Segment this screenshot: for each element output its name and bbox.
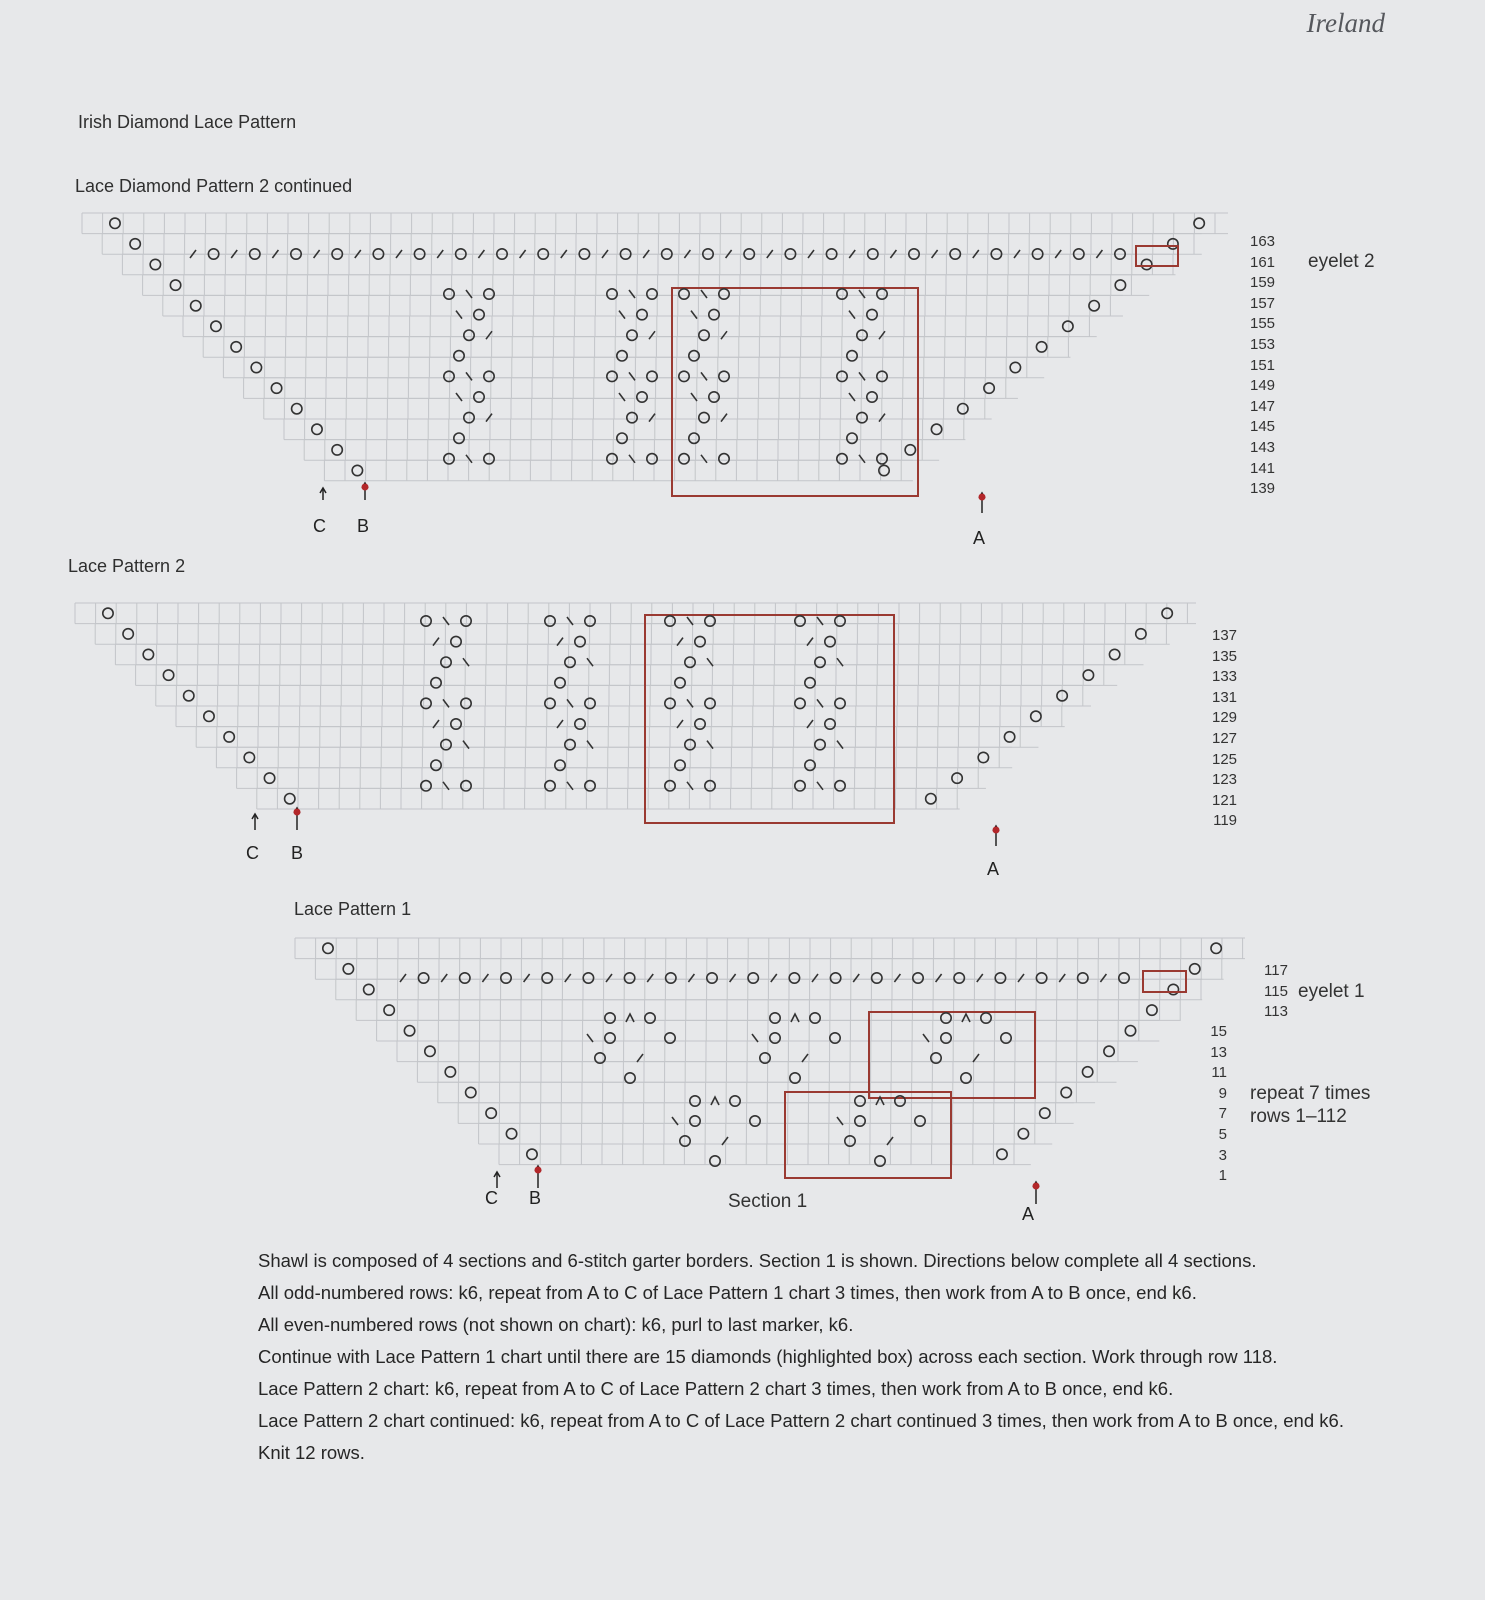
yarn-over-symbol <box>575 636 585 646</box>
ssk-symbol <box>629 290 635 298</box>
ssk-symbol <box>691 393 697 401</box>
k2tog-symbol <box>977 974 983 982</box>
marker-dot <box>979 494 986 501</box>
row-number: 139 <box>1250 480 1276 498</box>
double-decrease-symbol <box>711 1097 719 1105</box>
row-number: 131 <box>1212 688 1238 706</box>
ssk-symbol <box>619 311 625 319</box>
yarn-over-symbol <box>332 445 342 455</box>
row-number: 5 <box>1218 1125 1227 1143</box>
yarn-over-symbol <box>585 698 595 708</box>
k2tog-symbol <box>482 974 488 982</box>
row-number: 133 <box>1212 668 1238 686</box>
row-number: 3 <box>1218 1146 1227 1164</box>
k2tog-symbol <box>649 414 655 422</box>
marker-b: B <box>291 843 304 863</box>
yarn-over-symbol <box>441 657 451 667</box>
row-number: 145 <box>1250 418 1276 436</box>
marker-a: A <box>987 859 1000 879</box>
yarn-over-symbol <box>285 794 295 804</box>
k2tog-symbol <box>812 974 818 982</box>
yarn-over-symbol <box>679 454 689 464</box>
k2tog-symbol <box>400 974 406 982</box>
yarn-over-symbol <box>474 392 484 402</box>
yarn-over-symbol <box>454 351 464 361</box>
yarn-over-symbol <box>835 781 845 791</box>
yarn-over-symbol <box>607 454 617 464</box>
yarn-over-symbol <box>103 608 113 618</box>
yarn-over-symbol <box>444 371 454 381</box>
yarn-over-symbol <box>421 616 431 626</box>
row-number: 153 <box>1250 335 1276 353</box>
yarn-over-symbol <box>625 1073 635 1083</box>
ssk-symbol <box>456 311 462 319</box>
k2tog-symbol <box>1100 974 1106 982</box>
yarn-over-symbol <box>1078 973 1088 983</box>
marker-a: A <box>973 528 986 548</box>
row-number: 15 <box>1210 1023 1227 1040</box>
yarn-over-symbol <box>1125 1026 1135 1036</box>
k2tog-symbol <box>894 974 900 982</box>
yarn-over-symbol <box>170 280 180 290</box>
rows-note: rows 1–112 <box>1250 1106 1347 1127</box>
instruction-line: Knit 12 rows. <box>258 1442 365 1463</box>
yarn-over-symbol <box>1083 670 1093 680</box>
chart-heading: Lace Pattern 1 <box>294 899 412 919</box>
yarn-over-symbol <box>444 454 454 464</box>
k2tog-symbol <box>802 1054 808 1062</box>
section-label: Section 1 <box>728 1191 808 1212</box>
row-number: 137 <box>1212 627 1238 644</box>
yarn-over-symbol <box>835 616 845 626</box>
yarn-over-symbol <box>130 239 140 249</box>
yarn-over-symbol <box>1004 732 1014 742</box>
yarn-over-symbol <box>575 719 585 729</box>
yarn-over-symbol <box>705 698 715 708</box>
marker-dot <box>294 809 301 816</box>
yarn-over-symbol <box>565 739 575 749</box>
yarn-over-symbol <box>1061 1087 1071 1097</box>
yarn-over-symbol <box>501 973 511 983</box>
ssk-symbol <box>849 311 855 319</box>
yarn-over-symbol <box>954 973 964 983</box>
yarn-over-symbol <box>709 309 719 319</box>
k2tog-symbol <box>936 974 942 982</box>
yarn-over-symbol <box>997 1149 1007 1159</box>
yarn-over-symbol <box>837 454 847 464</box>
yarn-over-symbol <box>211 321 221 331</box>
yarn-over-symbol <box>837 371 847 381</box>
yarn-over-symbol <box>941 1033 951 1043</box>
yarn-over-symbol <box>707 973 717 983</box>
instruction-line: Shawl is composed of 4 sections and 6-stitch garter borders. Section 1 is shown. Directions below complete all 4 sections. <box>258 1250 1257 1271</box>
yarn-over-symbol <box>1109 649 1119 659</box>
row-number: 1 <box>1218 1167 1227 1185</box>
yarn-over-symbol <box>431 760 441 770</box>
row-number: 129 <box>1212 709 1238 727</box>
yarn-over-symbol <box>184 691 194 701</box>
yarn-over-symbol <box>352 465 362 475</box>
k2tog-symbol <box>721 414 727 422</box>
yarn-over-symbol <box>143 649 153 659</box>
yarn-over-symbol <box>605 1013 615 1023</box>
yarn-over-symbol <box>323 943 333 953</box>
yarn-over-symbol <box>624 973 634 983</box>
yarn-over-symbol <box>1040 1108 1050 1118</box>
k2tog-symbol <box>721 331 727 339</box>
yarn-over-symbol <box>1018 1129 1028 1139</box>
yarn-over-symbol <box>952 773 962 783</box>
yarn-over-symbol <box>231 342 241 352</box>
row-number: 163 <box>1250 233 1276 250</box>
ssk-symbol <box>629 372 635 380</box>
yarn-over-symbol <box>699 412 709 422</box>
yarn-over-symbol <box>384 1005 394 1015</box>
yarn-over-symbol <box>1194 218 1204 228</box>
yarn-over-symbol <box>1136 629 1146 639</box>
yarn-over-symbol <box>877 289 887 299</box>
yarn-over-symbol <box>730 1096 740 1106</box>
ssk-symbol <box>701 290 707 298</box>
yarn-over-symbol <box>815 657 825 667</box>
ssk-symbol <box>701 372 707 380</box>
yarn-over-symbol <box>637 392 647 402</box>
k2tog-symbol <box>637 1054 643 1062</box>
yarn-over-symbol <box>719 371 729 381</box>
instruction-line: All even-numbered rows (not shown on chart): k6, purl to last marker, k6. <box>258 1314 854 1335</box>
yarn-over-symbol <box>545 781 555 791</box>
yarn-over-symbol <box>978 752 988 762</box>
diamond-highlight-box <box>869 1012 1035 1098</box>
yarn-over-symbol <box>795 781 805 791</box>
yarn-over-symbol <box>486 1108 496 1118</box>
yarn-over-symbol <box>877 454 887 464</box>
k2tog-symbol <box>1018 974 1024 982</box>
yarn-over-symbol <box>461 781 471 791</box>
page-header-word: Ireland <box>1306 8 1385 38</box>
instruction-line: All odd-numbered rows: k6, repeat from A to C of Lace Pattern 1 chart 3 times, then work from A to B once, end k6. <box>258 1282 1197 1303</box>
yarn-over-symbol <box>931 424 941 434</box>
yarn-over-symbol <box>555 760 565 770</box>
yarn-over-symbol <box>905 445 915 455</box>
yarn-over-symbol <box>627 412 637 422</box>
yarn-over-symbol <box>855 1096 865 1106</box>
row-number-column <box>1264 961 1288 1023</box>
yarn-over-symbol <box>251 362 261 372</box>
yarn-over-symbol <box>645 1013 655 1023</box>
page-title: Irish Diamond Lace Pattern <box>78 112 297 132</box>
instruction-line: Lace Pattern 2 chart continued: k6, repeat from A to C of Lace Pattern 2 chart continued 3 times, then work from A to B once, end k6. <box>258 1410 1344 1431</box>
yarn-over-symbol <box>1211 943 1221 953</box>
yarn-over-symbol <box>454 433 464 443</box>
yarn-over-symbol <box>1089 301 1099 311</box>
yarn-over-symbol <box>847 351 857 361</box>
yarn-over-symbol <box>364 984 374 994</box>
yarn-over-symbol <box>527 1149 537 1159</box>
yarn-over-symbol <box>627 330 637 340</box>
row-number: 113 <box>1264 1003 1288 1021</box>
row-number: 117 <box>1264 962 1288 979</box>
yarn-over-symbol <box>666 973 676 983</box>
marker-dot <box>362 484 369 491</box>
eyelet-note: eyelet 1 <box>1298 981 1365 1002</box>
yarn-over-symbol <box>1036 342 1046 352</box>
yarn-over-symbol <box>958 404 968 414</box>
instruction-line: Continue with Lace Pattern 1 chart until there are 15 diamonds (highlighted box) across each section. Work through row 118. <box>258 1346 1278 1367</box>
yarn-over-symbol <box>665 781 675 791</box>
row-number: 7 <box>1218 1105 1227 1123</box>
k2tog-symbol <box>606 974 612 982</box>
yarn-over-symbol <box>790 1073 800 1083</box>
yarn-over-symbol <box>607 289 617 299</box>
yarn-over-symbol <box>847 433 857 443</box>
ssk-symbol <box>701 455 707 463</box>
yarn-over-symbol <box>805 678 815 688</box>
yarn-over-symbol <box>555 678 565 688</box>
yarn-over-symbol <box>825 719 835 729</box>
yarn-over-symbol <box>815 739 825 749</box>
yarn-over-symbol <box>617 433 627 443</box>
row-number: 115 <box>1264 982 1288 1000</box>
yarn-over-symbol <box>204 711 214 721</box>
yarn-over-symbol <box>835 698 845 708</box>
diamond-highlight-box <box>1143 971 1186 992</box>
yarn-over-symbol <box>637 309 647 319</box>
yarn-over-symbol <box>163 670 173 680</box>
yarn-over-symbol <box>1115 280 1125 290</box>
row-number: 161 <box>1250 253 1276 271</box>
yarn-over-symbol <box>244 752 254 762</box>
yarn-over-symbol <box>444 289 454 299</box>
row-number: 143 <box>1250 438 1276 456</box>
k2tog-symbol <box>1059 974 1065 982</box>
yarn-over-symbol <box>123 629 133 639</box>
yarn-over-symbol <box>441 739 451 749</box>
yarn-over-symbol <box>466 1087 476 1097</box>
row-number: 11 <box>1211 1064 1227 1082</box>
marker-b: B <box>529 1188 542 1208</box>
row-number: 159 <box>1250 274 1276 292</box>
k2tog-symbol <box>565 974 571 982</box>
yarn-over-symbol <box>1147 1005 1157 1015</box>
k2tog-symbol <box>771 974 777 982</box>
marker-dot <box>1033 1183 1040 1190</box>
marker-dot <box>535 1167 542 1174</box>
yarn-over-symbol <box>995 973 1005 983</box>
yarn-over-symbol <box>1010 362 1020 372</box>
yarn-over-symbol <box>690 1096 700 1106</box>
ssk-symbol <box>691 311 697 319</box>
yarn-over-symbol <box>795 698 805 708</box>
yarn-over-symbol <box>461 698 471 708</box>
yarn-over-symbol <box>506 1129 516 1139</box>
yarn-over-symbol <box>748 973 758 983</box>
yarn-over-symbol <box>431 678 441 688</box>
marker-c: C <box>313 516 326 536</box>
k2tog-symbol <box>688 974 694 982</box>
yarn-over-symbol <box>830 1033 840 1043</box>
k2tog-symbol <box>730 974 736 982</box>
yarn-over-symbol <box>675 760 685 770</box>
yarn-over-symbol <box>418 973 428 983</box>
yarn-over-symbol <box>583 973 593 983</box>
yarn-over-symbol <box>565 657 575 667</box>
yarn-over-symbol <box>770 1033 780 1043</box>
row-number: 141 <box>1250 459 1276 477</box>
yarn-over-symbol <box>605 1033 615 1043</box>
yarn-over-symbol <box>647 454 657 464</box>
ssk-symbol <box>456 393 462 401</box>
yarn-over-symbol <box>855 1116 865 1126</box>
k2tog-symbol <box>524 974 530 982</box>
row-number: 151 <box>1250 356 1276 374</box>
row-number: 125 <box>1212 750 1238 768</box>
yarn-over-symbol <box>421 698 431 708</box>
yarn-over-symbol <box>404 1026 414 1036</box>
yarn-over-symbol <box>689 433 699 443</box>
k2tog-symbol <box>649 331 655 339</box>
yarn-over-symbol <box>1119 973 1129 983</box>
marker-dot <box>993 827 1000 834</box>
yarn-over-symbol <box>110 218 120 228</box>
yarn-over-symbol <box>545 616 555 626</box>
k2tog-symbol <box>853 974 859 982</box>
yarn-over-symbol <box>941 1013 951 1023</box>
row-number: 127 <box>1212 729 1238 747</box>
yarn-over-symbol <box>542 973 552 983</box>
yarn-over-symbol <box>1141 259 1151 269</box>
row-number: 135 <box>1212 647 1238 665</box>
row-number-column <box>1250 232 1275 500</box>
yarn-over-symbol <box>545 698 555 708</box>
row-number: 9 <box>1218 1084 1227 1102</box>
k2tog-symbol <box>486 414 492 422</box>
yarn-over-symbol <box>1082 1067 1092 1077</box>
marker-a: A <box>1022 1204 1035 1224</box>
yarn-over-symbol <box>665 1033 675 1043</box>
yarn-over-symbol <box>685 657 695 667</box>
yarn-over-symbol <box>451 719 461 729</box>
yarn-over-symbol <box>1001 1033 1011 1043</box>
yarn-over-symbol <box>913 973 923 983</box>
yarn-over-symbol <box>961 1073 971 1083</box>
yarn-over-symbol <box>679 371 689 381</box>
row-number-column-inner <box>1205 1022 1227 1187</box>
yarn-over-symbol <box>750 1116 760 1126</box>
yarn-over-symbol <box>224 732 234 742</box>
instruction-line: Lace Pattern 2 chart: k6, repeat from A to C of Lace Pattern 2 chart 3 times, then work from A to B once, end k6. <box>258 1378 1174 1399</box>
yarn-over-symbol <box>464 330 474 340</box>
row-number: 13 <box>1210 1043 1227 1061</box>
yarn-over-symbol <box>867 392 877 402</box>
row-number: 149 <box>1250 377 1276 395</box>
yarn-over-symbol <box>830 973 840 983</box>
chart-heading: Lace Diamond Pattern 2 continued <box>75 176 353 196</box>
ssk-symbol <box>466 290 472 298</box>
marker-b: B <box>357 516 370 536</box>
marker-c: C <box>246 843 259 863</box>
yarn-over-symbol <box>445 1067 455 1077</box>
yarn-over-symbol <box>770 1013 780 1023</box>
k2tog-symbol <box>441 974 447 982</box>
ssk-symbol <box>849 393 855 401</box>
yarn-over-symbol <box>665 616 675 626</box>
yarn-over-symbol <box>695 636 705 646</box>
row-number-column <box>1212 626 1237 832</box>
k2tog-symbol <box>879 331 885 339</box>
yarn-over-symbol <box>191 301 201 311</box>
yarn-over-symbol <box>789 973 799 983</box>
yarn-over-symbol <box>451 636 461 646</box>
yarn-over-symbol <box>690 1116 700 1126</box>
yarn-over-symbol <box>647 289 657 299</box>
yarn-over-symbol <box>679 289 689 299</box>
yarn-over-symbol <box>675 678 685 688</box>
yarn-over-symbol <box>1168 984 1178 994</box>
yarn-over-symbol <box>837 289 847 299</box>
yarn-over-symbol <box>867 309 877 319</box>
yarn-over-symbol <box>484 371 494 381</box>
yarn-over-symbol <box>1063 321 1073 331</box>
yarn-over-symbol <box>981 1013 991 1023</box>
yarn-over-symbol <box>617 351 627 361</box>
yarn-over-symbol <box>292 404 302 414</box>
yarn-over-symbol <box>607 371 617 381</box>
row-number: 119 <box>1213 812 1238 830</box>
yarn-over-symbol <box>271 383 281 393</box>
yarn-over-symbol <box>474 309 484 319</box>
yarn-over-symbol <box>312 424 322 434</box>
yarn-over-symbol <box>1104 1046 1114 1056</box>
eyelet-note: eyelet 2 <box>1308 251 1375 272</box>
yarn-over-symbol <box>460 973 470 983</box>
k2tog-symbol <box>647 974 653 982</box>
row-number: 147 <box>1250 397 1276 415</box>
ssk-symbol <box>619 393 625 401</box>
yarn-over-symbol <box>1190 964 1200 974</box>
yarn-over-symbol <box>915 1116 925 1126</box>
yarn-over-symbol <box>719 289 729 299</box>
yarn-over-symbol <box>343 964 353 974</box>
yarn-over-symbol <box>425 1046 435 1056</box>
yarn-over-symbol <box>150 259 160 269</box>
yarn-over-symbol <box>699 330 709 340</box>
marker-c: C <box>485 1188 498 1208</box>
yarn-over-symbol <box>857 412 867 422</box>
yarn-over-symbol <box>264 773 274 783</box>
row-number: 123 <box>1212 771 1238 789</box>
chart-heading: Lace Pattern 2 <box>68 556 186 576</box>
yarn-over-symbol <box>810 1013 820 1023</box>
row-number: 155 <box>1250 315 1276 333</box>
yarn-over-symbol <box>872 973 882 983</box>
yarn-over-symbol <box>1031 711 1041 721</box>
yarn-over-symbol <box>695 719 705 729</box>
yarn-over-symbol <box>719 454 729 464</box>
row-number: 121 <box>1212 791 1238 809</box>
row-number: 157 <box>1250 294 1276 312</box>
yarn-over-symbol <box>845 1136 855 1146</box>
yarn-over-symbol <box>1036 973 1046 983</box>
instructions-block <box>258 1245 1378 1469</box>
yarn-over-symbol <box>926 794 936 804</box>
yarn-over-symbol <box>825 636 835 646</box>
repeat-note: repeat 7 times <box>1250 1083 1371 1104</box>
